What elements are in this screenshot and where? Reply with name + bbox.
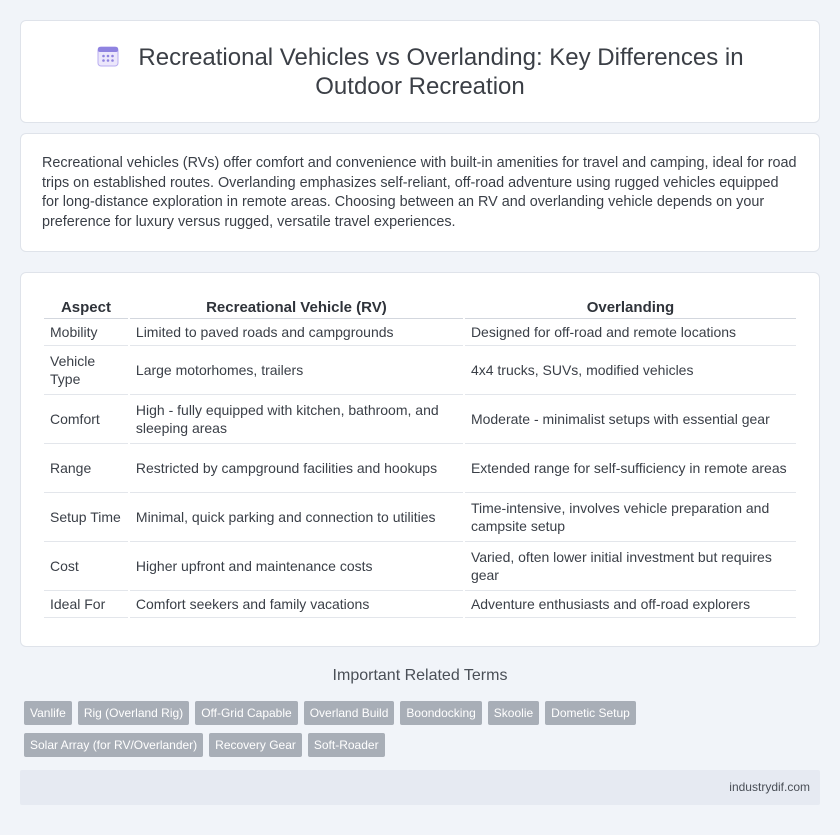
cell-rv: Limited to paved roads and campgrounds	[130, 319, 463, 346]
cell-aspect: Range	[44, 444, 128, 493]
related-terms-heading: Important Related Terms	[332, 667, 508, 684]
header-aspect: Aspect	[44, 295, 128, 319]
table-row	[44, 319, 796, 346]
table-row	[44, 395, 796, 444]
table-row	[44, 493, 796, 542]
cell-rv: Large motorhomes, trailers	[130, 346, 463, 395]
cell-aspect: Vehicle Type	[44, 346, 128, 395]
related-term-tag[interactable]: Recovery Gear	[209, 733, 302, 757]
table-header-row	[44, 295, 796, 319]
cell-overlanding: Time-intensive, involves vehicle preparation and campsite setup	[465, 493, 796, 542]
cell-rv: Minimal, quick parking and connection to utilities	[130, 493, 463, 542]
cell-aspect: Setup Time	[44, 493, 128, 542]
related-term-tag[interactable]: Boondocking	[400, 701, 481, 725]
cell-rv: Higher upfront and maintenance costs	[130, 542, 463, 591]
cell-overlanding: Extended range for self-sufficiency in remote areas	[465, 444, 796, 493]
calendar-icon	[96, 44, 120, 68]
footer-site-link[interactable]: industrydif.com	[729, 780, 810, 794]
table-row	[44, 444, 796, 493]
title-card	[20, 20, 820, 123]
related-term-tag[interactable]: Overland Build	[304, 701, 395, 725]
cell-aspect: Cost	[44, 542, 128, 591]
page-title-wrap	[21, 43, 819, 101]
cell-overlanding: Designed for off-road and remote locations	[465, 319, 796, 346]
comparison-table	[42, 295, 798, 618]
table-row	[44, 346, 796, 395]
footer-bar	[20, 770, 820, 805]
cell-overlanding: Moderate - minimalist setups with essential gear	[465, 395, 796, 444]
table-row	[44, 542, 796, 591]
related-term-tag[interactable]: Off-Grid Capable	[195, 701, 298, 725]
related-term-tag[interactable]: Solar Array (for RV/Overlander)	[24, 733, 203, 757]
cell-overlanding: 4x4 trucks, SUVs, modified vehicles	[465, 346, 796, 395]
related-term-tag[interactable]: Vanlife	[24, 701, 72, 725]
header-overlanding: Overlanding	[465, 295, 796, 319]
cell-aspect: Comfort	[44, 395, 128, 444]
cell-rv: Comfort seekers and family vacations	[130, 591, 463, 618]
cell-aspect: Mobility	[44, 319, 128, 346]
related-term-tag[interactable]: Soft-Roader	[308, 733, 385, 757]
comparison-card	[20, 272, 820, 647]
intro-card	[20, 133, 820, 252]
page-title: Recreational Vehicles vs Overlanding: Key Differences in Outdoor Recreation	[138, 44, 744, 100]
cell-overlanding: Varied, often lower initial investment but requires gear	[465, 542, 796, 591]
related-terms-list	[24, 701, 684, 757]
cell-overlanding: Adventure enthusiasts and off-road explorers	[465, 591, 796, 618]
intro-paragraph: Recreational vehicles (RVs) offer comfort and convenience with built-in amenities for travel and camping, ideal for road trips on established routes. Overlanding emphasizes self-reliant, off-road adventure using rugged vehicles equipped for long-distance exploration in remote areas. Choosing between an RV and overlanding vehicle depends on your preference for luxury versus rugged, versatile travel experiences.	[42, 155, 797, 230]
cell-rv: Restricted by campground facilities and hookups	[130, 444, 463, 493]
related-term-tag[interactable]: Rig (Overland Rig)	[78, 701, 189, 725]
table-row	[44, 591, 796, 618]
related-term-tag[interactable]: Dometic Setup	[545, 701, 636, 725]
header-rv: Recreational Vehicle (RV)	[130, 295, 463, 319]
related-term-tag[interactable]: Skoolie	[488, 701, 539, 725]
cell-aspect: Ideal For	[44, 591, 128, 618]
cell-rv: High - fully equipped with kitchen, bathroom, and sleeping areas	[130, 395, 463, 444]
